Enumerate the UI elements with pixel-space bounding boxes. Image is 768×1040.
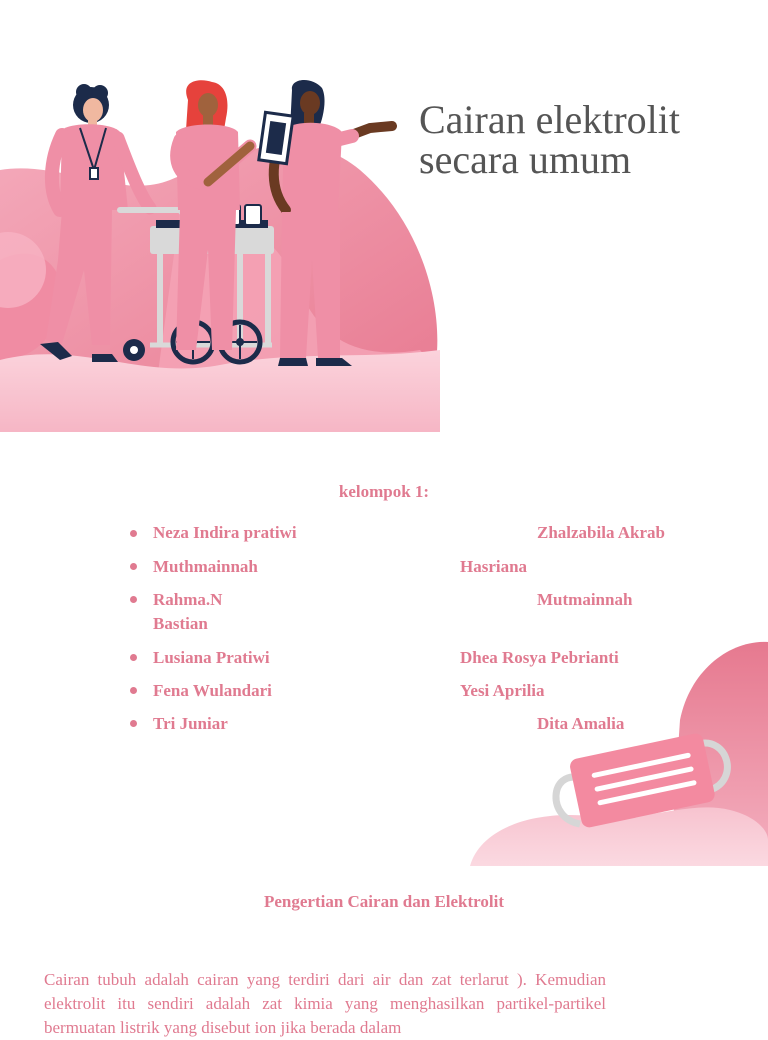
member-name: Dita Amalia (537, 714, 625, 733)
bullet-icon (130, 596, 137, 603)
member-name: Bastian (153, 614, 208, 633)
group-label: kelompok 1: (338, 482, 430, 501)
member-name: Rahma.N (153, 590, 223, 609)
member-name: Yesi Aprilia (460, 681, 545, 700)
member-name: Neza Indira pratiwi (153, 523, 297, 542)
page-title-line-1: Cairan elektrolit (419, 97, 681, 142)
member-name: Fena Wulandari (153, 681, 272, 700)
page-title (419, 97, 759, 182)
bullet-icon (130, 720, 137, 727)
member-name: Dhea Rosya Pebrianti (460, 648, 619, 667)
member-name: Muthmainnah (153, 557, 258, 576)
bullet-icon (130, 687, 137, 694)
bullet-icon (130, 530, 137, 537)
section-title: Pengertian Cairan dan Elektrolit (263, 892, 505, 911)
member-name: Tri Juniar (153, 714, 228, 733)
member-name: Hasriana (460, 557, 528, 576)
member-name: Mutmainnah (537, 590, 633, 609)
bullet-icon (130, 563, 137, 570)
nurses-cart-illustration (0, 60, 450, 435)
definition-paragraph: Cairan tubuh adalah cairan yang terdiri dari air dan zat terlarut ). Kemudian elektrolit itu sendiri adalah zat kimia yang menghasilkan partikel-partikel bermuatan listrik yang disebut ion jika berada dalam (44, 970, 606, 1037)
bullet-icon (130, 654, 137, 661)
face-mask-illustration (470, 640, 768, 866)
member-name: Zhalzabila Akrab (537, 523, 666, 542)
member-name: Lusiana Pratiwi (153, 648, 270, 667)
page-title-line-2: secara umum (419, 137, 632, 182)
